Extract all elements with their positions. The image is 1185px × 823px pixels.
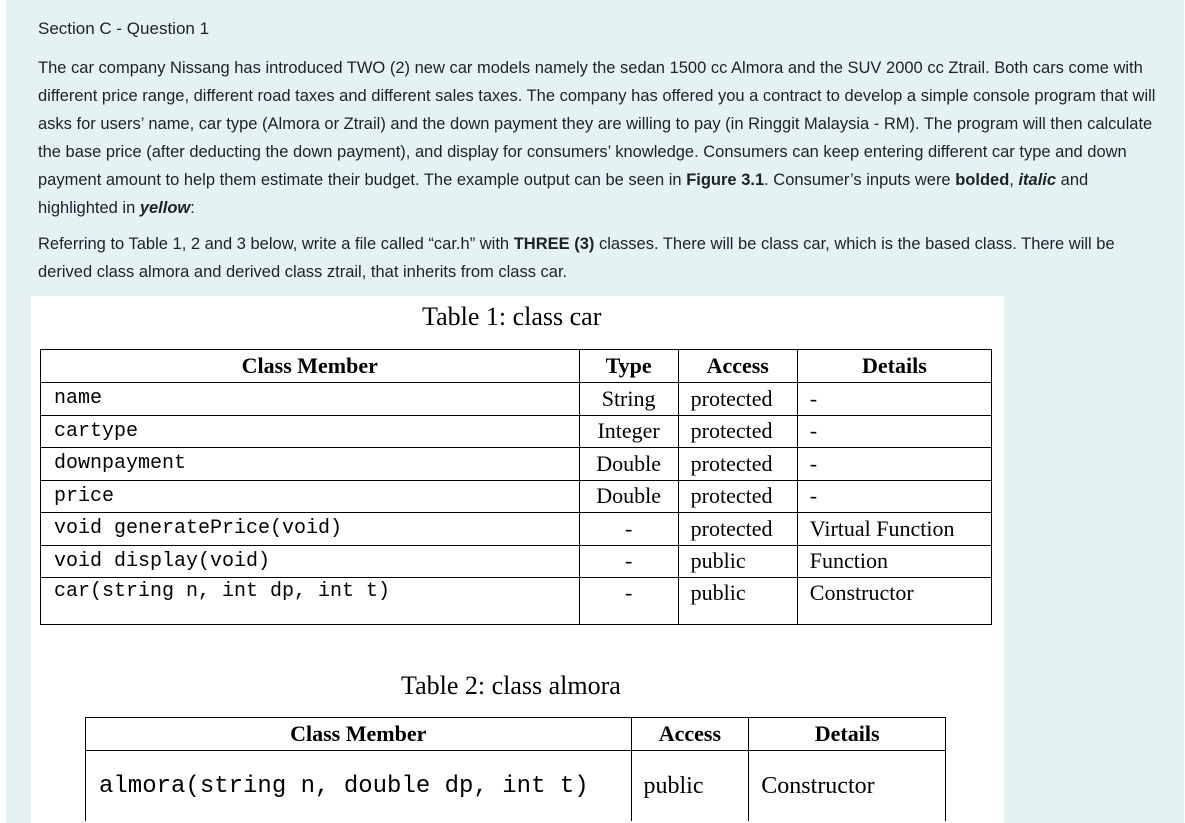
details-cell: Function xyxy=(797,545,991,578)
access-cell: public xyxy=(678,578,797,625)
table-header-cell: Type xyxy=(579,350,678,383)
access-cell: protected xyxy=(678,513,797,546)
access-cell: public xyxy=(678,545,797,578)
type-cell: Double xyxy=(579,448,678,481)
table-row xyxy=(41,383,992,416)
tables-figure xyxy=(31,296,1004,823)
member-cell: car(string n, int dp, int t) xyxy=(41,578,580,625)
type-cell: - xyxy=(579,545,678,578)
type-cell: - xyxy=(579,578,678,625)
table-header-cell: Access xyxy=(631,718,749,751)
type-cell: - xyxy=(579,513,678,546)
access-cell: protected xyxy=(678,448,797,481)
member-cell: void display(void) xyxy=(41,545,580,578)
details-cell: - xyxy=(797,415,991,448)
member-cell: downpayment xyxy=(41,448,580,481)
table-row xyxy=(41,578,992,625)
details-cell: - xyxy=(797,383,991,416)
p1-italic: italic xyxy=(1018,171,1057,189)
table-row xyxy=(86,751,946,822)
details-cell: - xyxy=(797,480,991,513)
table2-class-almora xyxy=(85,717,946,821)
type-cell: Integer xyxy=(579,415,678,448)
member-cell: void generatePrice(void) xyxy=(41,513,580,546)
table-header-cell: Class Member xyxy=(86,718,632,751)
table-row xyxy=(41,545,992,578)
member-cell: name xyxy=(41,383,580,416)
p1-text-a: The car company Nissang has introduced TWO (2) new car models namely the sedan 1500 cc Almora and the SUV 2000 cc Ztrail. Both cars come with different price range, different road taxes and different sales taxes. The company has offered you a contract to develop a simple console program that will asks for users’ name, car type (Almora or Ztrail) and the down payment they are willing to pay (in Ringgit Malaysia - RM). The program will then calculate the base price (after deducting the down payment), and display for consumers’ knowledge. Consumers can keep entering different car type and down payment amount to help them estimate their budget. The example output can be seen in xyxy=(38,59,1156,189)
table-row xyxy=(41,513,992,546)
table-header-cell: Class Member xyxy=(41,350,580,383)
table-row xyxy=(41,480,992,513)
p1-yellow: yellow xyxy=(139,199,191,217)
question-paragraph-2 xyxy=(38,230,1168,286)
table1-class-car xyxy=(40,349,992,625)
p1-text-e: : xyxy=(190,199,195,217)
p1-text-c: , xyxy=(1009,171,1019,189)
p1-text-d: and highlighted in xyxy=(38,171,1089,217)
p2-text-b: classes. There will be class car, which is the based class. There will be derived class almora and derived class ztrail, that inherits from class car. xyxy=(38,235,1115,281)
p2-text-a: Referring to Table 1, 2 and 3 below, write a file called “car.h” with xyxy=(38,235,514,253)
table1-caption: Table 1: class car xyxy=(422,302,602,331)
table-header-cell: Details xyxy=(797,350,991,383)
table2-caption: Table 2: class almora xyxy=(401,671,621,700)
table-header-row xyxy=(41,350,992,383)
section-heading: Section C - Question 1 xyxy=(38,19,210,38)
table-header-cell: Details xyxy=(749,718,946,751)
access-cell: protected xyxy=(678,383,797,416)
member-cell: almora(string n, double dp, int t) xyxy=(86,751,632,822)
details-cell: - xyxy=(797,448,991,481)
question-paragraph-1 xyxy=(38,54,1168,222)
access-cell: public xyxy=(631,751,749,822)
member-cell: price xyxy=(41,480,580,513)
type-cell: Double xyxy=(579,480,678,513)
table-header-row xyxy=(86,718,946,751)
member-cell: cartype xyxy=(41,415,580,448)
access-cell: protected xyxy=(678,480,797,513)
details-cell: Constructor xyxy=(797,578,991,625)
access-cell: protected xyxy=(678,415,797,448)
details-cell: Constructor xyxy=(749,751,946,822)
details-cell: Virtual Function xyxy=(797,513,991,546)
table-row xyxy=(41,415,992,448)
type-cell: String xyxy=(579,383,678,416)
table-row xyxy=(41,448,992,481)
p2-three: THREE (3) xyxy=(513,235,595,253)
p1-text-b: . Consumer’s inputs were xyxy=(764,171,956,189)
p1-bolded: bolded xyxy=(955,171,1010,189)
table-header-cell: Access xyxy=(678,350,797,383)
p1-figure-ref: Figure 3.1 xyxy=(686,171,765,189)
